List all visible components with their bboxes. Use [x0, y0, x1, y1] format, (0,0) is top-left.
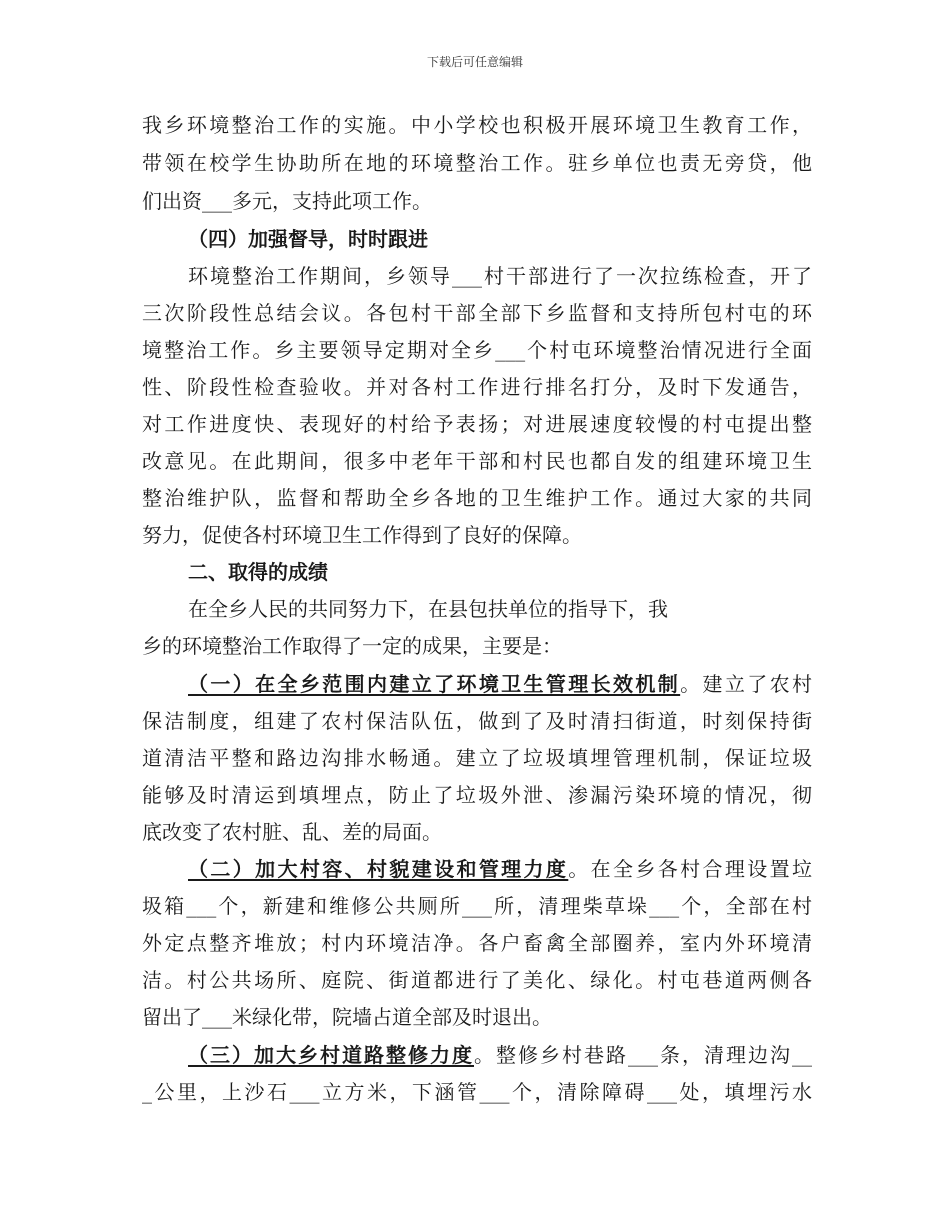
paragraph-line: 外定点整齐堆放；村内环境洁净。各户畜禽全部圈养，室内外环境清: [142, 931, 812, 955]
bold-subheading: （二）加大村容、村貌建设和管理力度: [188, 857, 569, 881]
paragraph-line: 底改变了农村脏、乱、差的局面。: [142, 820, 442, 844]
paragraph-line: 环境整治工作期间，乡领导___村干部进行了一次拉练检查，开了: [188, 264, 812, 288]
paragraph-line: 能够及时清运到填埋点，防止了垃圾外泄、渗漏污染环境的情况，彻: [142, 783, 812, 807]
page-header: 下载后可任意编辑: [426, 55, 523, 69]
paragraph-line: 留出了___米绿化带，院墙占道全部及时退出。: [142, 1005, 552, 1029]
inline-text: 。在全乡各村合理设置垃: [568, 857, 813, 881]
paragraph-line: 境整治工作。乡主要领导定期对全乡___个村屯环境整治情况进行全面: [142, 338, 812, 362]
paragraph-line: 我乡环境整治工作的实施。中小学校也积极开展环境卫生教育工作，: [142, 113, 812, 137]
paragraph-line: 在全乡人民的共同努力下，在县包扶单位的指导下，我: [188, 597, 668, 621]
paragraph-line: 努力，促使各村环境卫生工作得到了良好的保障。: [142, 523, 582, 547]
paragraph-line: 三次阶段性总结会议。各包村干部全部下乡监督和支持所包村屯的环: [142, 301, 812, 325]
inline-text: 。整修乡村巷路___条，清理边沟__: [474, 1043, 812, 1067]
paragraph-line: 带领在校学生协助所在地的环境整治工作。驻乡单位也责无旁贷，他: [142, 151, 812, 175]
inline-text: 。建立了农村: [680, 672, 813, 696]
paragraph-line: 乡的环境整治工作取得了一定的成果，主要是：: [142, 634, 562, 658]
paragraph-line: 圾箱___个，新建和维修公共厕所___所，清理柴草垛___个，全部在村: [142, 894, 812, 918]
paragraph-line: 道清洁平整和路边沟排水畅通。建立了垃圾填埋管理机制，保证垃圾: [142, 746, 812, 770]
paragraph-line: [188, 672, 812, 696]
paragraph-line: 们出资___多元，支持此项工作。: [142, 189, 432, 213]
section-heading: （四）加强督导，时时跟进: [188, 227, 428, 251]
paragraph-line: [188, 1043, 812, 1067]
bold-subheading: （一）在全乡范围内建立了环境卫生管理长效机制: [188, 672, 681, 696]
paragraph-line: 改意见。在此期间，很多中老年干部和村民也都自发的组建环境卫生: [142, 449, 812, 473]
section-heading: 二、取得的成绩: [188, 560, 328, 584]
paragraph-line: 保洁制度，组建了农村保洁队伍，做到了及时清扫街道，时刻保持街: [142, 709, 812, 733]
bold-subheading: （三）加大乡村道路整修力度: [188, 1043, 474, 1067]
paragraph-line: 性、阶段性检查验收。并对各村工作进行排名打分，及时下发通告，: [142, 375, 812, 399]
paragraph-line: 对工作进度快、表现好的村给予表扬；对进展速度较慢的村屯提出整: [142, 412, 812, 436]
paragraph-line: 整治维护队，监督和帮助全乡各地的卫生维护工作。通过大家的共同: [142, 486, 812, 510]
paragraph-line: [188, 857, 812, 881]
paragraph-line: _公里，上沙石___立方米，下涵管___个，清除障碍___处，填埋污水: [142, 1080, 812, 1104]
paragraph-line: 洁。村公共场所、庭院、街道都进行了美化、绿化。村屯巷道两侧各: [142, 968, 812, 992]
